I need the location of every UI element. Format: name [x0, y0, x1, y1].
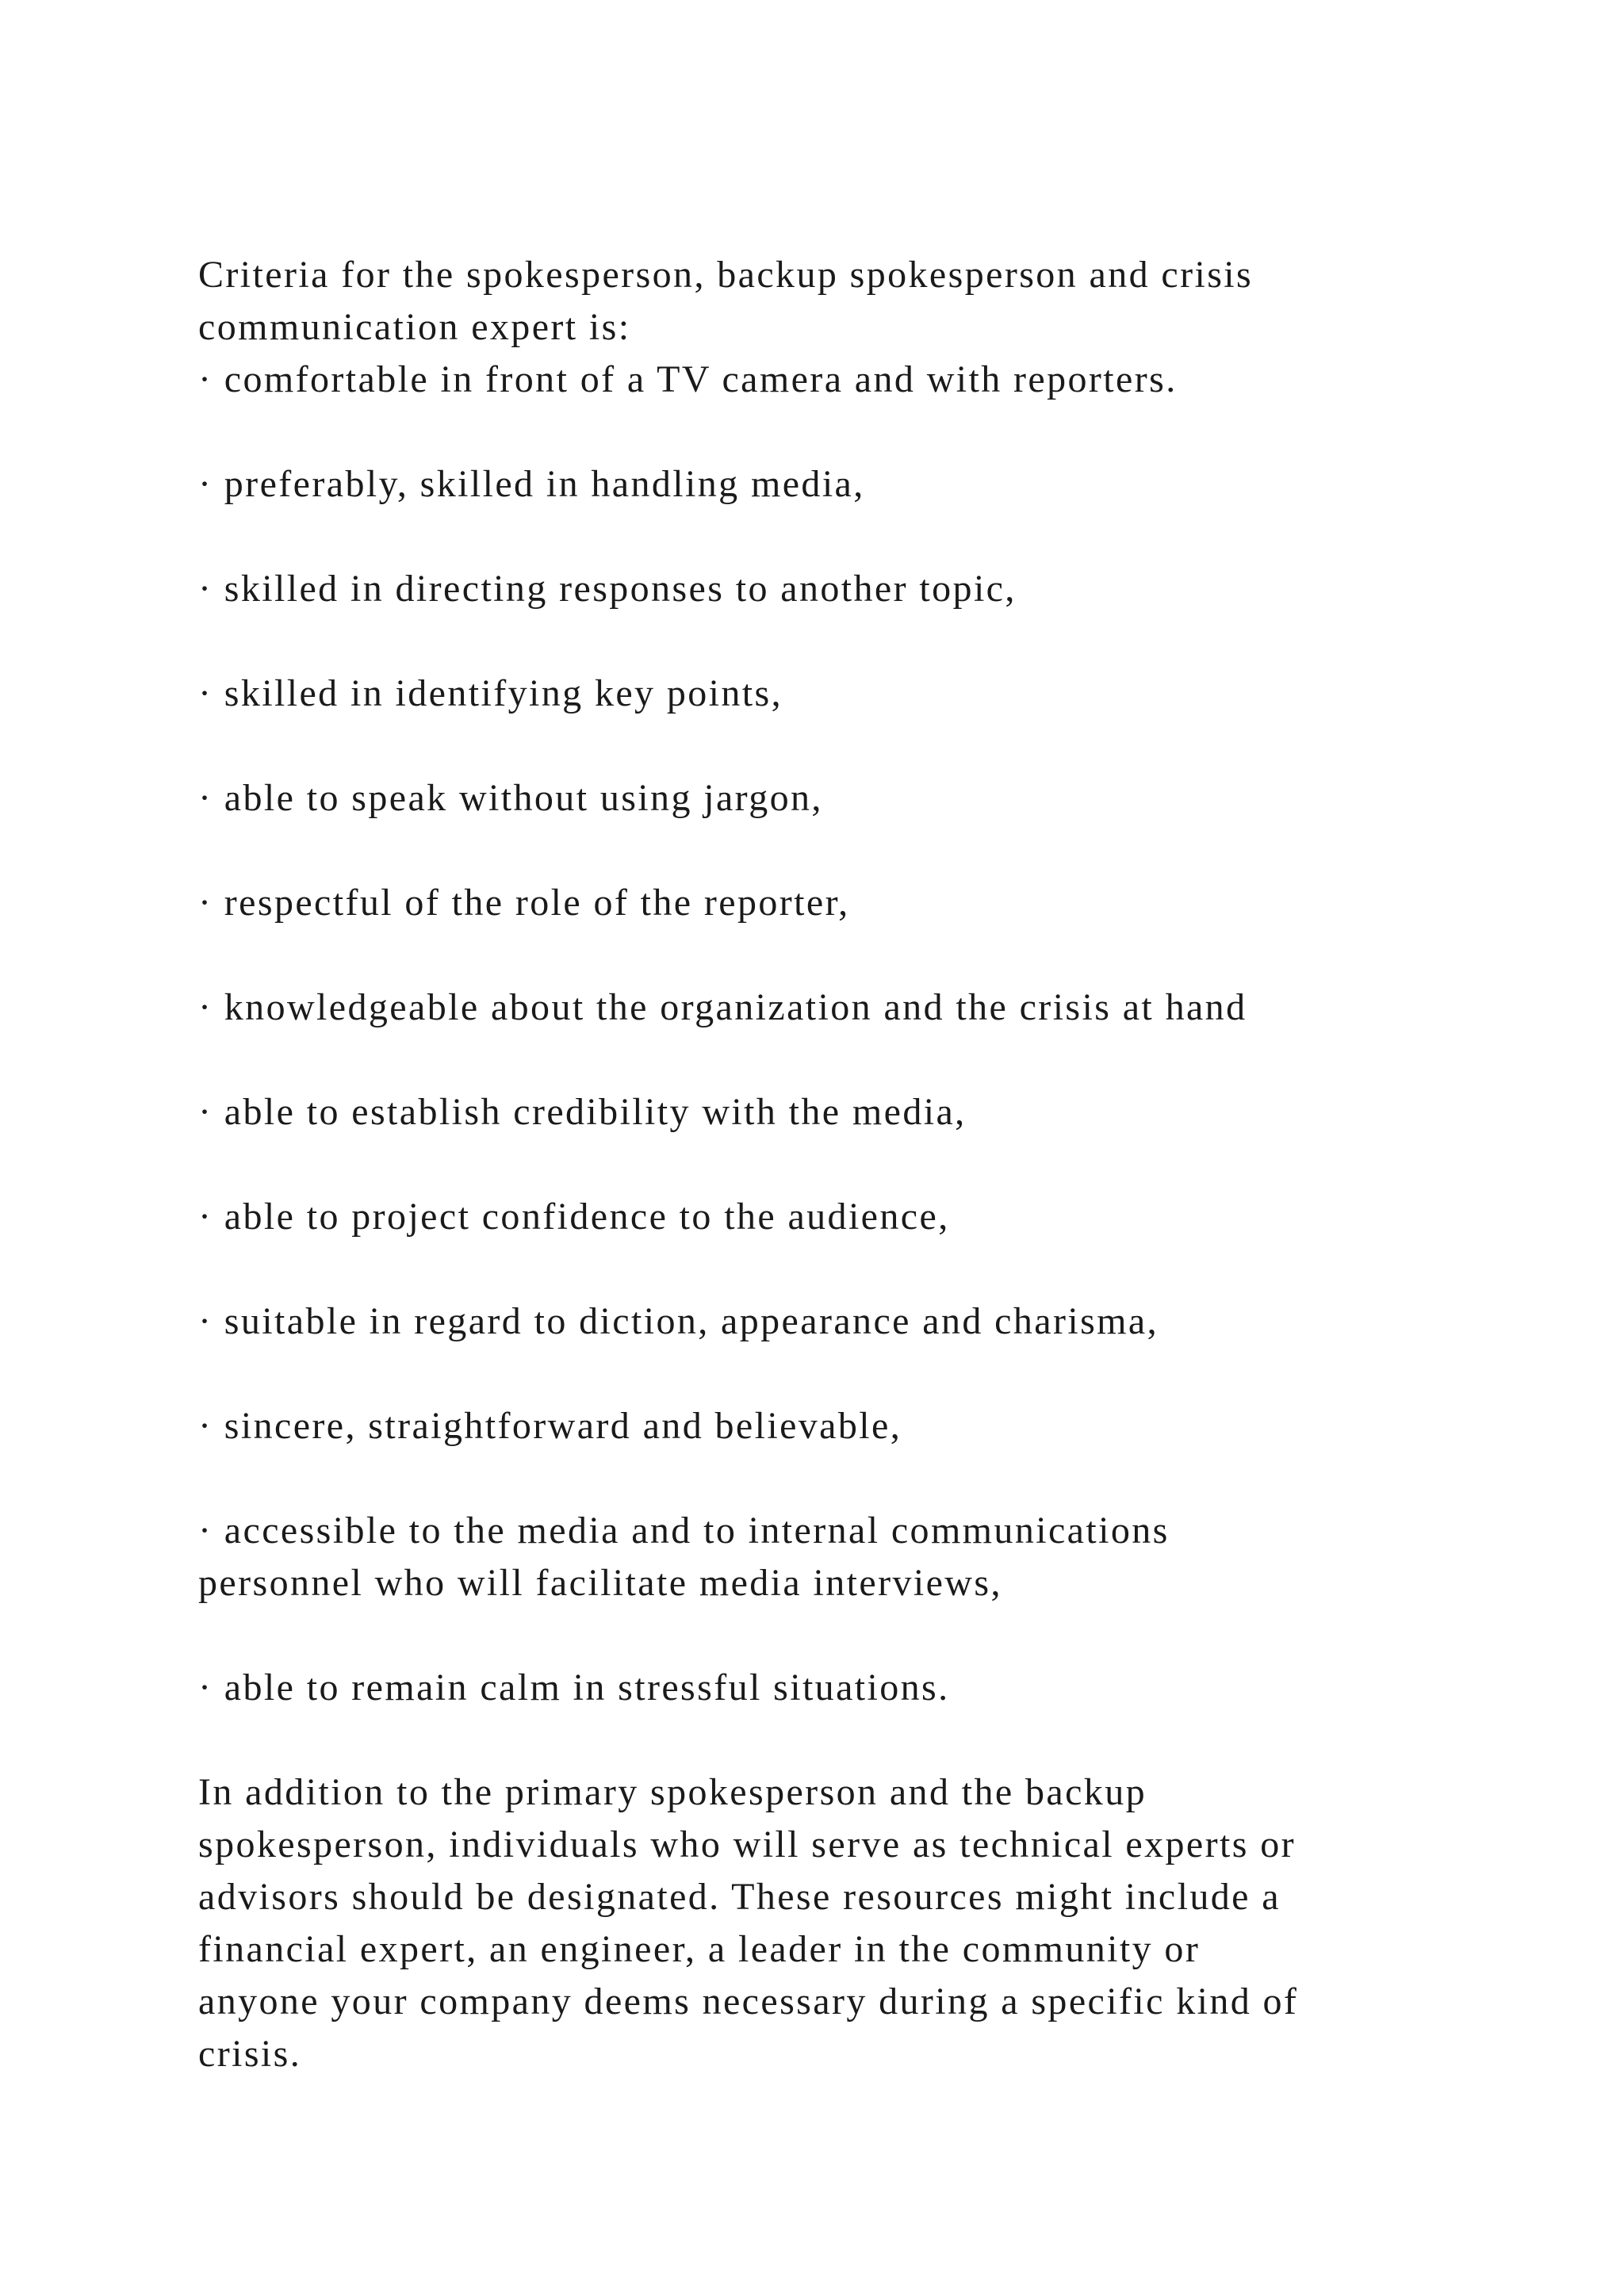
- closing-line: advisors should be designated. These resources might include a: [198, 1876, 1281, 1918]
- closing-line: crisis.: [198, 2033, 302, 2075]
- criteria-list: [198, 354, 1483, 1766]
- paragraph-spacer: [198, 1714, 1483, 1766]
- paragraph-spacer: [198, 1452, 1483, 1505]
- criteria-item: [198, 458, 1483, 511]
- intro-paragraph: [198, 249, 1483, 354]
- criteria-item-text: · suitable in regard to diction, appearance and charisma,: [198, 1300, 1159, 1342]
- closing-paragraph: [198, 1766, 1483, 2080]
- paragraph-spacer: [198, 825, 1483, 877]
- closing-line: In addition to the primary spokesperson and the backup: [198, 1771, 1147, 1813]
- closing-line: spokesperson, individuals who will serve as technical experts or: [198, 1823, 1296, 1866]
- paragraph-spacer: [198, 1609, 1483, 1662]
- criteria-item: [198, 1505, 1483, 1609]
- paragraph-spacer: [198, 511, 1483, 563]
- criteria-item: [198, 982, 1483, 1034]
- criteria-item-text: · able to project confidence to the audience,: [198, 1196, 950, 1238]
- criteria-item: [198, 1295, 1483, 1348]
- paragraph-spacer: [198, 1348, 1483, 1400]
- closing-line: anyone your company deems necessary during a specific kind of: [198, 1980, 1299, 2022]
- criteria-item-text: · able to remain calm in stressful situations.: [198, 1667, 950, 1709]
- criteria-item-text: · skilled in directing responses to another topic,: [198, 568, 1017, 610]
- paragraph-spacer: [198, 720, 1483, 772]
- criteria-item: [198, 1191, 1483, 1243]
- paragraph-spacer: [198, 1034, 1483, 1086]
- criteria-item: [198, 877, 1483, 929]
- criteria-item: [198, 1400, 1483, 1452]
- criteria-item: [198, 772, 1483, 825]
- criteria-item: [198, 1086, 1483, 1138]
- criteria-item-text: · skilled in identifying key points,: [198, 672, 783, 714]
- criteria-item: [198, 1662, 1483, 1714]
- criteria-item-text: · knowledgeable about the organization and the crisis at hand: [198, 986, 1247, 1028]
- criteria-item-text: · respectful of the role of the reporter,: [198, 882, 850, 924]
- criteria-item: [198, 563, 1483, 615]
- paragraph-spacer: [198, 929, 1483, 982]
- criteria-item-text: · sincere, straightforward and believable,: [198, 1405, 902, 1447]
- intro-line: Criteria for the spokesperson, backup spokesperson and crisis: [198, 254, 1254, 296]
- closing-line: financial expert, an engineer, a leader in the community or: [198, 1928, 1201, 1970]
- criteria-item-text: personnel who will facilitate media interviews,: [198, 1562, 1002, 1604]
- criteria-item-text: · preferably, skilled in handling media,: [198, 463, 865, 505]
- intro-line: communication expert is:: [198, 306, 631, 348]
- criteria-item-text: · accessible to the media and to internal communications: [198, 1510, 1170, 1552]
- criteria-item: [198, 354, 1483, 406]
- criteria-item: [198, 668, 1483, 720]
- paragraph-spacer: [198, 1243, 1483, 1295]
- paragraph-spacer: [198, 406, 1483, 458]
- criteria-item-text: · able to establish credibility with the media,: [198, 1091, 967, 1133]
- document-text: [198, 249, 1483, 2080]
- paragraph-spacer: [198, 615, 1483, 668]
- criteria-item-text: · comfortable in front of a TV camera and with reporters.: [198, 358, 1178, 400]
- paragraph-spacer: [198, 1138, 1483, 1191]
- criteria-item-text: · able to speak without using jargon,: [198, 777, 823, 819]
